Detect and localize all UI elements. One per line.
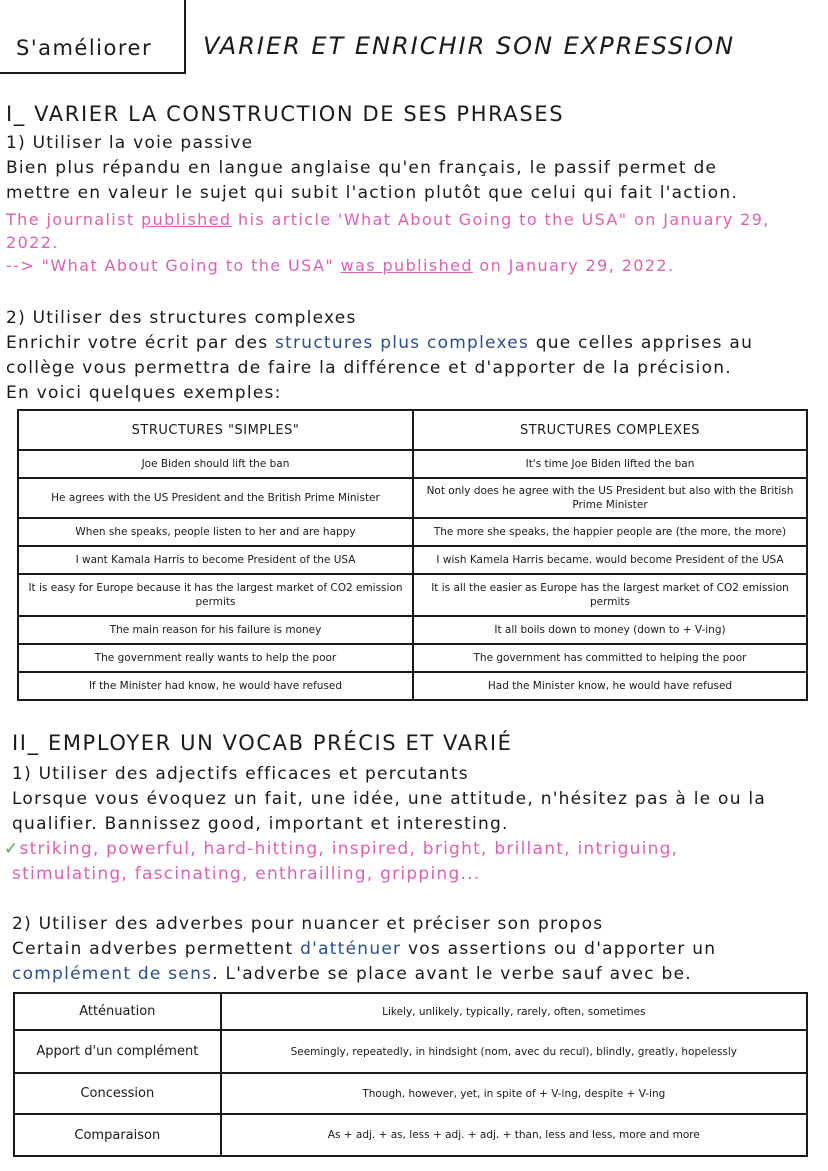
structures-table xyxy=(17,409,808,701)
adverbs-heading: 2) Utiliser des adverbes pour nuancer et préciser son propos xyxy=(12,914,604,934)
example-verb-passive: was published xyxy=(340,256,473,275)
example2-pre: --> "What About Going to the USA" xyxy=(6,256,341,275)
table-row xyxy=(18,478,807,518)
simple-cell: When she speaks, people listen to her and are happy xyxy=(18,518,413,546)
complex-cell: Not only does he agree with the US President but also with the British Prime Minister xyxy=(413,478,807,518)
simple-cell: The main reason for his failure is money xyxy=(18,616,413,644)
passive-body-line-1: Bien plus répandu en langue anglaise qu'en français, le passif permet de xyxy=(6,158,718,178)
category-cell: Atténuation xyxy=(14,993,221,1030)
complex-cell: I wish Kamela Harris became. would become President of the USA xyxy=(413,546,807,574)
table-row xyxy=(18,672,807,700)
passive-example-passive xyxy=(6,256,675,275)
examples-cell: Seemingly, repeatedly, in hindsight (nom, avec du recul), blindly, greatly, hopelessly xyxy=(221,1030,807,1073)
examples-cell: Though, however, yet, in spite of + V-ing, despite + V-ing xyxy=(221,1073,807,1114)
structures-highlight: structures plus complexes xyxy=(275,333,530,353)
simple-cell: It is easy for Europe because it has the largest market of CO2 emission permits xyxy=(18,574,413,616)
category-cell: Concession xyxy=(14,1073,221,1114)
complex-cell: The more she speaks, the happier people are (the more, the more) xyxy=(413,518,807,546)
complex-cell: The government has committed to helping the poor xyxy=(413,644,807,672)
structures-pre: Enrichir votre écrit par des xyxy=(6,333,276,353)
table-row xyxy=(18,518,807,546)
passive-example-active xyxy=(6,210,770,229)
check-icon: ✓ xyxy=(4,839,20,859)
structures-body-line-1 xyxy=(6,333,753,353)
example-post: his article 'What About Going to the USA" on January 29, xyxy=(231,210,770,229)
category-cell: Apport d'un complément xyxy=(14,1030,221,1073)
section2-heading: II_ EMPLOYER UN VOCAB PRÉCIS ET VARIÉ xyxy=(12,731,513,755)
table-row xyxy=(14,1073,807,1114)
table-row xyxy=(18,450,807,478)
passive-heading: 1) Utiliser la voie passive xyxy=(6,133,254,153)
structures-heading: 2) Utiliser des structures complexes xyxy=(6,308,357,328)
section1-heading: I_ VARIER LA CONSTRUCTION DE SES PHRASES xyxy=(6,102,565,126)
adjectives-list-text-1: striking, powerful, hard-hitting, inspired, bright, brillant, intriguing, xyxy=(19,839,679,859)
column-header-complex: STRUCTURES COMPLEXES xyxy=(413,410,807,450)
complex-cell: Had the Minister know, he would have refused xyxy=(413,672,807,700)
structures-body-line-3: En voici quelques exemples: xyxy=(6,383,282,403)
example2-post: on January 29, 2022. xyxy=(472,256,675,275)
example-pre: The journalist xyxy=(6,210,142,229)
adjectives-body-line-2: qualifier. Bannissez good, important et interesting. xyxy=(12,814,509,834)
adjectives-heading: 1) Utiliser des adjectifs efficaces et percutants xyxy=(12,764,469,784)
table-row xyxy=(18,616,807,644)
adverbs-body-line-1 xyxy=(12,939,716,959)
example-verb-active: published xyxy=(141,210,232,229)
structures-post: que celles apprises au xyxy=(529,333,754,353)
adjectives-list-line-2: stimulating, fascinating, enthrailling, gripping... xyxy=(12,864,481,884)
table-header-row xyxy=(18,410,807,450)
adverbs-body-line-2 xyxy=(12,964,692,984)
table-row xyxy=(18,546,807,574)
simple-cell: I want Kamala Harris to become President of the USA xyxy=(18,546,413,574)
simple-cell: The government really wants to help the poor xyxy=(18,644,413,672)
section-tag: S'améliorer xyxy=(16,36,153,60)
adverbs-post: vos assertions ou d'apporter un xyxy=(401,939,717,959)
adverbs-table xyxy=(13,992,808,1157)
passive-body-line-2: mettre en valeur le sujet qui subit l'action plutôt que celui qui fait l'action. xyxy=(6,183,739,203)
adjectives-list-line-1 xyxy=(4,839,678,859)
adverbs-highlight-2: complément de sens xyxy=(12,964,213,984)
table-row xyxy=(18,574,807,616)
table-row xyxy=(18,644,807,672)
adverbs-post-2: . L'adverbe se place avant le verbe sauf avec be. xyxy=(212,964,692,984)
simple-cell: If the Minister had know, he would have refused xyxy=(18,672,413,700)
table-row xyxy=(14,1114,807,1156)
adjectives-body-line-1: Lorsque vous évoquez un fait, une idée, une attitude, n'hésitez pas à le ou la xyxy=(12,789,767,809)
adverbs-pre: Certain adverbes permettent xyxy=(12,939,301,959)
structures-body-line-2: collège vous permettra de faire la différence et d'apporter de la précision. xyxy=(6,358,732,378)
passive-example-active-line-2: 2022. xyxy=(6,233,59,252)
complex-cell: It all boils down to money (down to + V-ing) xyxy=(413,616,807,644)
table-row xyxy=(14,993,807,1030)
adverbs-highlight-1: d'atténuer xyxy=(300,939,402,959)
column-header-simple: STRUCTURES "SIMPLES" xyxy=(18,410,413,450)
complex-cell: It's time Joe Biden lifted the ban xyxy=(413,450,807,478)
complex-cell: It is all the easier as Europe has the largest market of CO2 emission permits xyxy=(413,574,807,616)
simple-cell: He agrees with the US President and the British Prime Minister xyxy=(18,478,413,518)
page-title: VARIER ET ENRICHIR SON EXPRESSION xyxy=(203,32,736,60)
examples-cell: Likely, unlikely, typically, rarely, often, sometimes xyxy=(221,993,807,1030)
category-cell: Comparaison xyxy=(14,1114,221,1156)
examples-cell: As + adj. + as, less + adj. + adj. + than, less and less, more and more xyxy=(221,1114,807,1156)
simple-cell: Joe Biden should lift the ban xyxy=(18,450,413,478)
table-row xyxy=(14,1030,807,1073)
